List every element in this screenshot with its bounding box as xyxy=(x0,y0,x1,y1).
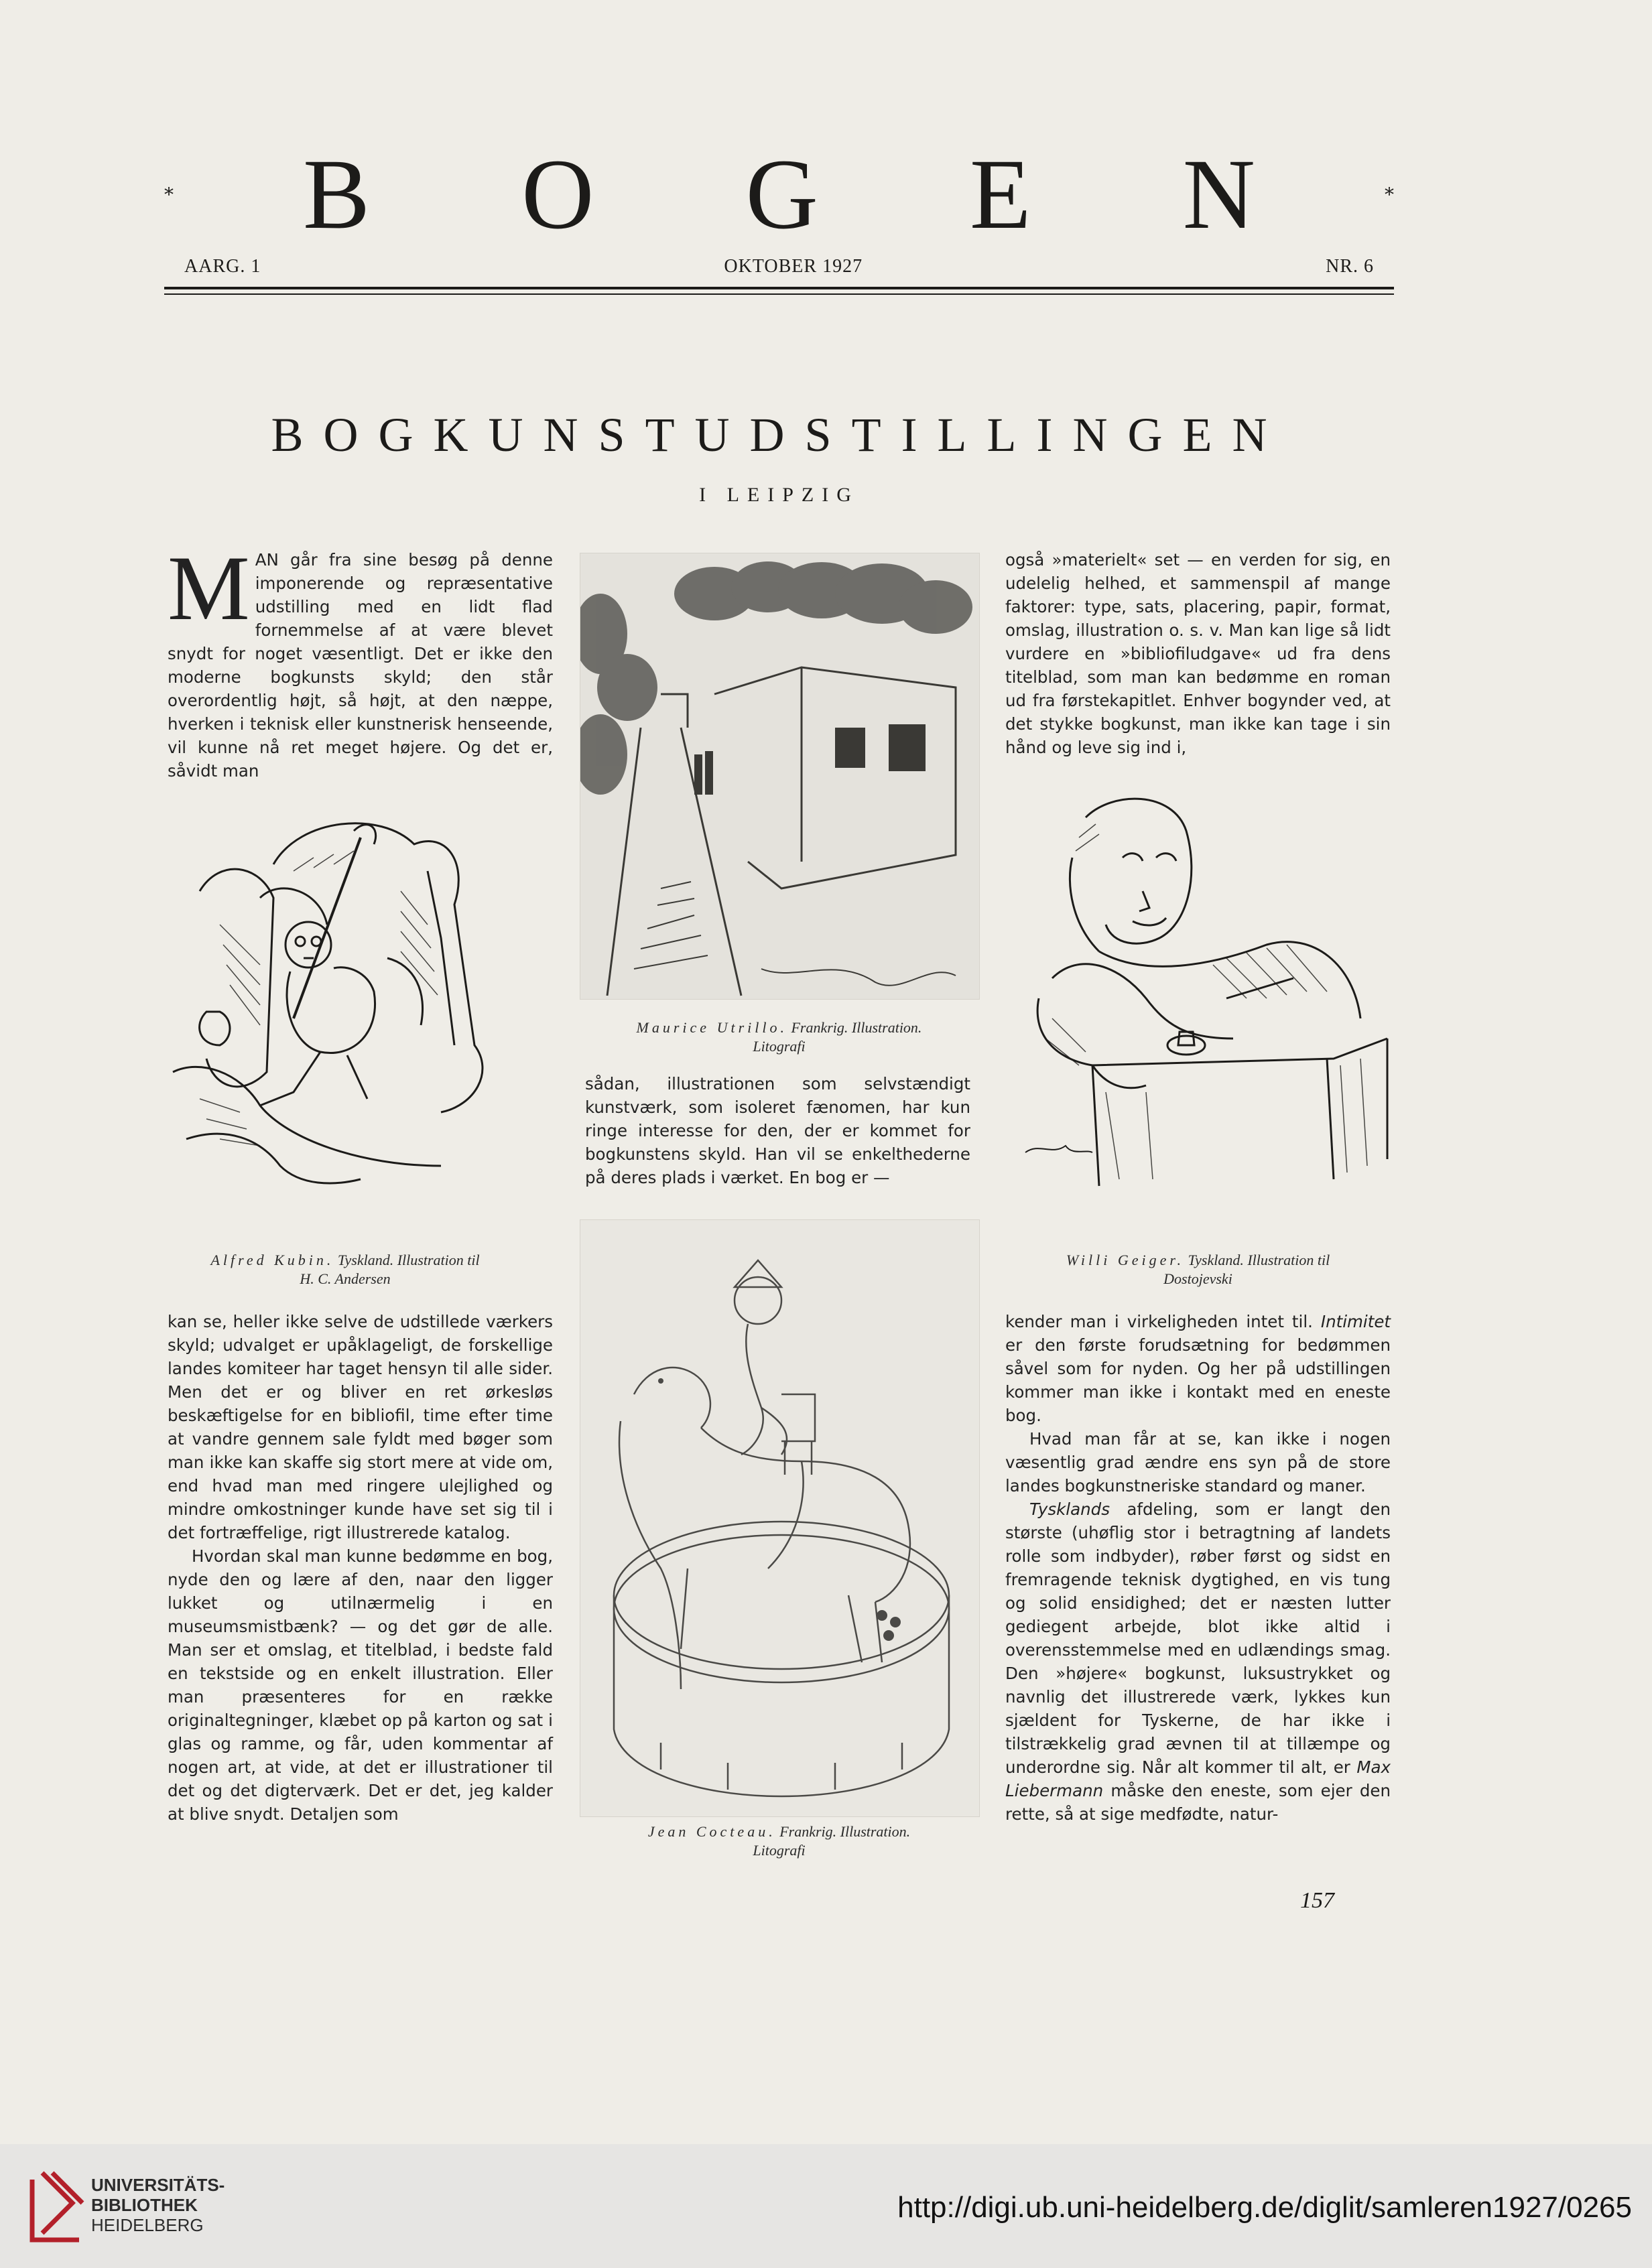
text-column-middle xyxy=(585,1072,970,1189)
utrillo-drawing xyxy=(580,553,979,999)
paragraph: kan se, heller ikke selve de udstillede værkers skyld; udvalget er upåklageligt, de forskellige landes komiteer har taget hensyn til alle sider. Men det er og bliver en ret ørkesløs beskæftigelse for en bibliofil, time efter time at vandre gennem sale fyldt med bøger som man ikke kan skaffe sig stort mere at vide om, end hvad man med ringere ulejlighed og mindre omkostninger kunde have set sig til i det fortræffelige, rigt illustrerede katalog. xyxy=(168,1312,553,1542)
source-url[interactable]: http://digi.ub.uni-heidelberg.de/diglit/samleren1927/0265 xyxy=(897,2191,1632,2224)
geiger-caption: Willi Geiger. Tyskland. Illustration til Dostojevski xyxy=(1066,1252,1330,1287)
utrillo-illustration xyxy=(580,553,980,1000)
caption-artist: Jean Cocteau. xyxy=(647,1823,776,1840)
masthead-rule xyxy=(164,287,1394,289)
emphasis: Intimitet xyxy=(1320,1312,1391,1331)
paragraph: Hvad man får at se, kan ikke i nogen væsentlig grad ændre ens syn på de store landes bogkunstneriske standard og maner. xyxy=(1005,1429,1391,1495)
geiger-illustration xyxy=(1012,777,1397,1199)
university-logo-icon xyxy=(25,2166,86,2247)
masthead-star-left: * xyxy=(164,183,174,206)
caption-artist: Willi Geiger. xyxy=(1066,1252,1185,1268)
caption-artist: Alfred Kubin. xyxy=(210,1252,334,1268)
emphasis: Tysklands xyxy=(1029,1499,1110,1519)
masthead-letter: G xyxy=(745,139,818,250)
masthead-title xyxy=(174,139,1385,250)
university-name: UNIVERSITÄTS- BIBLIOTHEK HEIDELBERG xyxy=(91,2175,225,2235)
text-column-left-bottom xyxy=(168,1310,553,1826)
utrillo-caption: Maurice Utrillo. Frankrig. Illustration. Litografi xyxy=(636,1019,922,1055)
text-column-right-bottom: kender man i virkeligheden intet til. Intimitet er den første forudsætning for bedømmen såvel som for nyden. Og her på udstillingen kommer man ikke i kontakt med en eneste bog. Hvad man får at se, kan ikke i nogen væsentlig grad ændre ens syn på de store landes bogkunstneriske standard og maner. Tysklands afdeling, som er langt den største (uhøflig stor i betragtning af landets rolle som indbyder), røber først og sidst en fremragende teknisk dygtighed, en vis tung og solid ensidighed; det er næsten lutter gediegent arbejde, blot ikke altid i overensstemmelse med en udlændings smag. Den »højere« bogkunst, luksustrykket og navnlig det illustrerede værk, lykkes kun sjældent for Tyskerne, de har ikke i tilstrækkelig grad ævnen til at tillæmpe og underordne sig. Når alt kommer til alt, er Max Liebermann måske den eneste, som ejer den rette, så at sige medfødte, natur- xyxy=(1005,1312,1391,1824)
masthead-letter: N xyxy=(1182,139,1255,250)
text-column-left-top xyxy=(168,537,553,783)
issue-info xyxy=(184,256,1374,277)
masthead-letter: O xyxy=(521,139,594,250)
kubin-drawing xyxy=(160,791,525,1193)
paragraph: også »materielt« set — en verden for sig, en udelelig helhed, et sammenspil af mange faktorer: type, sats, placering, papir, format, omslag, illustration o. s. v. Man kan lige så lidt vurdere en »bibliofiludgave« ud fra dens titelblad, som man kan bedømme en roman ud fra førstekapitlet. Enhver bogynder ved, at det stykke bogkunst, man ikke kan tage i sin hånd og leve sig ind i, xyxy=(1005,550,1391,757)
issue-number: NR. 6 xyxy=(1326,256,1374,277)
issue-date: OKTOBER 1927 xyxy=(724,256,863,277)
kubin-caption: Alfred Kubin. Tyskland. Illustration til H. C. Andersen xyxy=(210,1252,480,1287)
geiger-drawing xyxy=(1012,777,1397,1199)
cocteau-caption: Jean Cocteau. Frankrig. Illustration. Litografi xyxy=(647,1823,911,1859)
cocteau-illustration xyxy=(580,1219,980,1817)
drop-cap: M xyxy=(168,537,250,639)
page-number: 157 xyxy=(1300,1888,1334,1913)
caption-artist: Maurice Utrillo. xyxy=(636,1019,787,1036)
masthead-letter: E xyxy=(969,139,1031,250)
paragraph: sådan, illustrationen som selvstændigt kunstværk, som isoleret fænomen, har kun ringe interesse for den, der er kommet for bogkunstens skyld. Han vil se enkelthederne på deres plads i værket. En bog er — xyxy=(585,1074,970,1187)
masthead-rule-thin xyxy=(164,293,1394,295)
article-subtitle: I LEIPZIG xyxy=(699,484,859,506)
cocteau-drawing xyxy=(580,1220,979,1816)
masthead-letter: B xyxy=(303,139,371,250)
masthead xyxy=(164,139,1394,250)
kubin-illustration xyxy=(160,791,525,1193)
masthead-star-right: * xyxy=(1385,183,1394,206)
emphasis: Max Liebermann xyxy=(1005,1757,1391,1800)
volume-label: AARG. 1 xyxy=(184,256,261,277)
article-title: BOGKUNSTUDSTILLINGEN xyxy=(271,408,1287,462)
text-column-right-top xyxy=(1005,548,1391,759)
paragraph: AN går fra sine besøg på denne imponerende og repræsentative udstilling med en lidt flad fornemmelse af at være blevet snydt for noget væsentligt. Det er ikke den moderne bogkunsts skyld; den står overordentlig højt, så højt, at den næppe, hverken i teknisk eller kunstnerisk henseende, vil kunne nå ret meget højere. Og det er, såvidt man xyxy=(168,550,553,781)
paragraph: Hvordan skal man kunne bedømme en bog, nyde den og lære af den, naar den ligger lukket og utilnærmelig i en museumsmistbænk? — og det gør de alle. Man ser et omslag, et titelblad, i bedste fald en tekstside og en enkelt illustration. Eller man præsenteres for en række originaltegninger, klæbet op på karton og sat i glas og ramme, og får, uden kommentar af nogen art, at vide, at det er illustrationer til det og det digterværk. Det er det, jeg kalder at blive snydt. Detaljen som xyxy=(168,1546,553,1824)
